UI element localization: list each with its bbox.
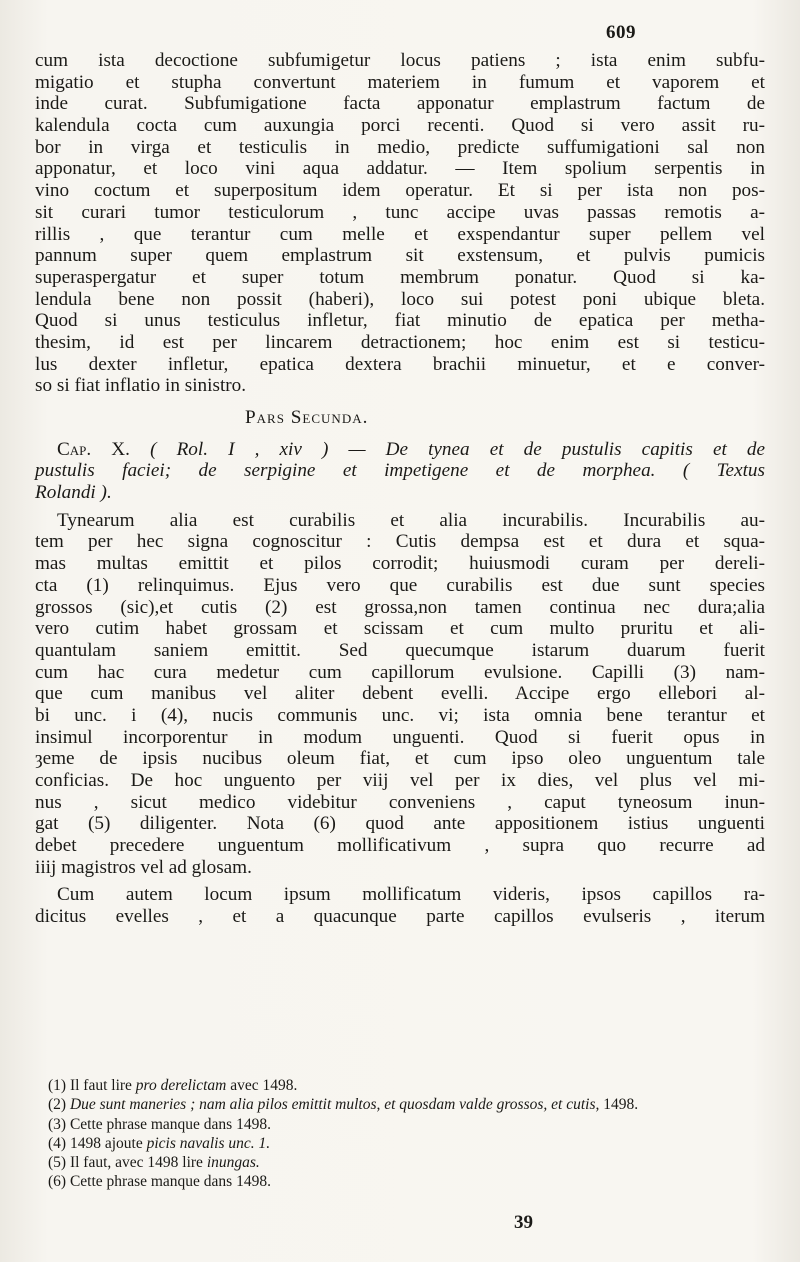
main-text	[35, 50, 765, 928]
footnote-pre: (2)	[48, 1096, 70, 1114]
text-line: Tynearum alia est curabilis et alia incurabilis. Incurabilis au-	[57, 509, 765, 531]
text-line: pannum super quem emplastrum sit exstensum, et pulvis pumicis	[35, 245, 765, 267]
text-line: migatio et stupha convertunt materiem in fumum et vaporem et	[35, 71, 765, 93]
chapter-heading-line: Rolandi ).	[35, 482, 112, 504]
text-line: nus , sicut medico videbitur conveniens , caput tyneosum inun-	[35, 791, 765, 813]
text-line: grossos (sic),et cutis (2) est grossa,non tamen continua nec dura;alia	[35, 596, 765, 618]
text-line: sit curari tumor testiculorum , tunc accipe uvas passas remotis a-	[35, 201, 765, 223]
text-line: tem per hec signa cognoscitur : Cutis dempsa est et dura et squa-	[35, 531, 765, 553]
text-line: inde curat. Subfumigatione facta apponatur emplastrum factum de	[35, 93, 765, 115]
text-line: ȝeme de ipsis nucibus oleum fiat, et cum ipso oleo unguentum tale	[35, 748, 765, 770]
text-line: lendula bene non possit (haberi), loco sui potest poni ubique bleta.	[35, 288, 765, 310]
footnote	[48, 1076, 748, 1095]
chapter-heading-line	[35, 439, 765, 461]
footnote-it: Due sunt maneries ; nam alia pilos emittit multos, et quosdam valde grossos, et cutis,	[69, 1096, 600, 1114]
chapter-label: Cap. X.	[57, 438, 130, 460]
text-line: que cum manibus vel aliter debent evelli. Accipe ergo ellebori al-	[35, 683, 765, 705]
text-line: Cum autem locum ipsum mollificatum videris, ipsos capillos ra-	[57, 884, 765, 906]
footnote-it: pro derelictam	[135, 1077, 227, 1094]
text-line: cta (1) relinquimus. Ejus vero que curabilis est due sunt species	[35, 574, 765, 596]
text-line: bor in virga et testiculis in medio, predicte suffumigationi sal non	[35, 136, 765, 158]
footnote	[48, 1172, 748, 1191]
text-line: debet precedere unguentum mollificativum , supra quo recurre ad	[35, 835, 765, 857]
text-line: quantulam saniem emittit. Sed quecumque istarum duarum fuerit	[35, 639, 765, 661]
footnote-pre: (5) Il faut, avec 1498 lire	[48, 1154, 207, 1172]
text-line: so si fiat inflatio in sinistro.	[35, 375, 247, 397]
section-heading: Pars Secunda.	[245, 407, 369, 428]
footnote-pre: (6) Cette phrase manque dans 1498.	[48, 1173, 271, 1191]
text-line: cum hac cura medetur cum capillorum evulsione. Capilli (3) nam-	[35, 661, 765, 683]
text-line: gat (5) diligenter. Nota (6) quod ante appositionem istius unguenti	[35, 813, 765, 835]
text-line: rillis , que terantur cum melle et exspendantur super pellem vel	[35, 223, 765, 245]
footnote	[48, 1153, 748, 1172]
paragraph-tynea	[35, 510, 765, 879]
text-line: Quod si unus testiculus infletur, fiat minutio de epatica per metha-	[35, 310, 765, 332]
text-line: vino coctum et superpositum idem operatur. Et si per ista non pos-	[35, 180, 765, 202]
footnote-it: inungas.	[206, 1154, 260, 1172]
text-line: bi unc. i (4), nucis communis unc. vi; ista omnia bene terantur et	[35, 704, 765, 726]
signature-mark: 39	[514, 1212, 533, 1233]
footnote	[48, 1134, 748, 1153]
footnote-pre: (4) 1498 ajoute	[48, 1134, 147, 1152]
page-number: 609	[606, 22, 636, 43]
footnote	[48, 1095, 748, 1114]
footnote	[48, 1115, 748, 1134]
text-line: cum ista decoctione subfumigetur locus patiens ; ista enim subfu-	[35, 50, 765, 71]
text-line: thesim, id est per lincarem detractionem; hoc enim est si testicu-	[35, 331, 765, 353]
text-line: mas multas emittit et pilos corrodit; huiusmodi curam per dereli-	[35, 553, 765, 575]
text-line: insimul incorporentur in modum unguenti. Quod si fuerit opus in	[35, 726, 765, 748]
footnote-pre: (1) Il faut lire	[48, 1077, 136, 1094]
footnote-post: 1498.	[599, 1096, 639, 1114]
text-line: vero cutim habet grossam et scissam et cum multo pruritu et ali-	[35, 618, 765, 640]
footnote-post: avec 1498.	[226, 1077, 298, 1094]
footnote-pre: (3) Cette phrase manque dans 1498.	[48, 1115, 271, 1133]
text-line: iiij magistros vel ad glosam.	[35, 856, 252, 878]
text-line: superaspergatur et super totum membrum ponatur. Quod si ka-	[35, 266, 765, 288]
text-line: conficias. De hoc unguento per viij vel per ix dies, vel plus vel mi-	[35, 770, 765, 791]
chapter-heading-line: pustulis faciei; de serpigine et impetigene et de morphea. ( Textus	[35, 460, 765, 482]
footnotes	[48, 1076, 748, 1192]
text-line: dicitus evelles , et a quacunque parte capillos evulseris , iterum	[35, 906, 765, 928]
chapter-heading	[35, 439, 765, 504]
text-line: lus dexter infletur, epatica dextera brachii minuetur, et e conver-	[35, 353, 765, 375]
footnote-it: picis navalis unc. 1.	[146, 1134, 271, 1152]
paragraph-subfumigation	[35, 50, 765, 397]
paragraph-evulsion	[35, 884, 765, 927]
chapter-title-part: ( Rol. I , xiv ) — De tynea et de pustulis capitis et de	[150, 438, 766, 460]
text-line: apponatur, et loco vini aqua addatur. — Item spolium serpentis in	[35, 158, 765, 180]
text-line: kalendula cocta cum auxungia porci recenti. Quod si vero assit ru-	[35, 115, 765, 137]
